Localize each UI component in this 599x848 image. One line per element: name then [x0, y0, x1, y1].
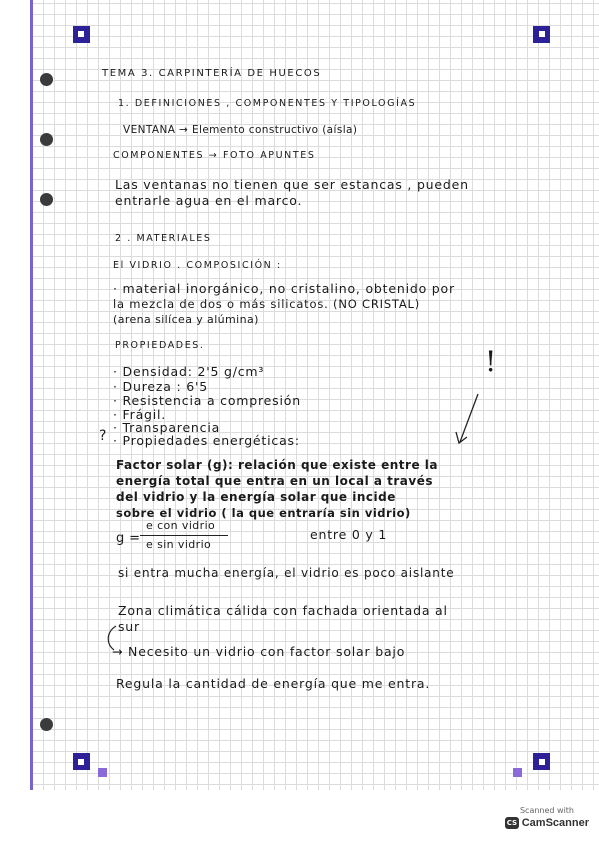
- note-line: Las ventanas no tienen que ser estancas , pueden: [115, 177, 469, 192]
- topic-title: TEMA 3. CARPINTERÍA DE HUECOS: [102, 68, 322, 79]
- note-line: energía total que entra en un local a través: [116, 474, 433, 488]
- note-line: la mezcla de dos o más silicatos. (NO CRISTAL): [113, 297, 421, 311]
- note-line: · material inorgánico, no cristalino, obtenido por: [113, 281, 455, 296]
- corner-marker-icon: [73, 26, 90, 43]
- property-item: · Transparencia: [113, 420, 221, 435]
- arrow-down-icon: [450, 392, 482, 450]
- property-item: · Propiedades energéticas:: [113, 433, 300, 448]
- camscanner-logo-icon: CS: [506, 819, 518, 827]
- corner-marker-icon: [533, 753, 550, 770]
- formula-symbol: g =: [116, 531, 141, 546]
- formula-numerator: e con vidrio: [146, 519, 216, 532]
- formula-range: entre 0 y 1: [310, 527, 388, 542]
- page-tab-icon: [98, 768, 107, 777]
- note-line: si entra mucha energía, el vidrio es poco aislante: [118, 566, 455, 580]
- note-line: del vidrio y la energía solar que incide: [116, 490, 396, 504]
- corner-marker-icon: [73, 753, 90, 770]
- binder-hole: [40, 133, 53, 146]
- note-line: (arena silícea y alúmina): [113, 313, 259, 326]
- subsection-heading: El VIDRIO . COMPOSICIÓN :: [113, 260, 282, 271]
- binder-hole: [40, 193, 53, 206]
- note-line: Zona climática cálida con fachada orientada al: [118, 603, 448, 618]
- property-item: · Densidad: 2'5 g/cm³: [113, 364, 265, 379]
- scanner-watermark: [505, 806, 589, 844]
- camscanner-brand: CamScanner: [521, 817, 589, 829]
- subsection-heading: PROPIEDADES.: [115, 340, 205, 351]
- page-tab-icon: [513, 768, 522, 777]
- exclamation-mark: !: [485, 345, 497, 378]
- note-line: entrarle agua en el marco.: [115, 193, 303, 208]
- note-line: sobre el vidrio ( la que entraría sin vidrio): [116, 506, 411, 520]
- property-item: · Resistencia a compresión: [113, 393, 301, 408]
- note-line: → Necesito un vidrio con factor solar bajo: [112, 644, 406, 659]
- binder-hole: [40, 73, 53, 86]
- section-heading: 1. DEFINICIONES , COMPONENTES Y TIPOLOGÍAS: [118, 98, 417, 109]
- fraction-bar: [140, 535, 228, 536]
- corner-marker-icon: [533, 26, 550, 43]
- componentes-line: COMPONENTES → FOTO APUNTES: [113, 150, 316, 161]
- section-heading: 2 . MATERIALES: [115, 233, 212, 244]
- scanned-with-label: Scanned with: [519, 806, 575, 815]
- property-item: · Dureza : 6'5: [113, 379, 208, 394]
- formula-denominator: e sin vidrio: [146, 538, 212, 551]
- question-mark: ?: [99, 428, 107, 444]
- ventana-definition: VENTANA → Elemento constructivo (aísla): [123, 124, 358, 136]
- note-line: sur: [118, 619, 140, 634]
- note-line: Regula la cantidad de energía que me entra.: [116, 676, 431, 691]
- binder-hole: [40, 718, 53, 731]
- note-line: Factor solar (g): relación que existe entre la: [116, 458, 438, 472]
- property-item: · Frágil.: [113, 407, 167, 422]
